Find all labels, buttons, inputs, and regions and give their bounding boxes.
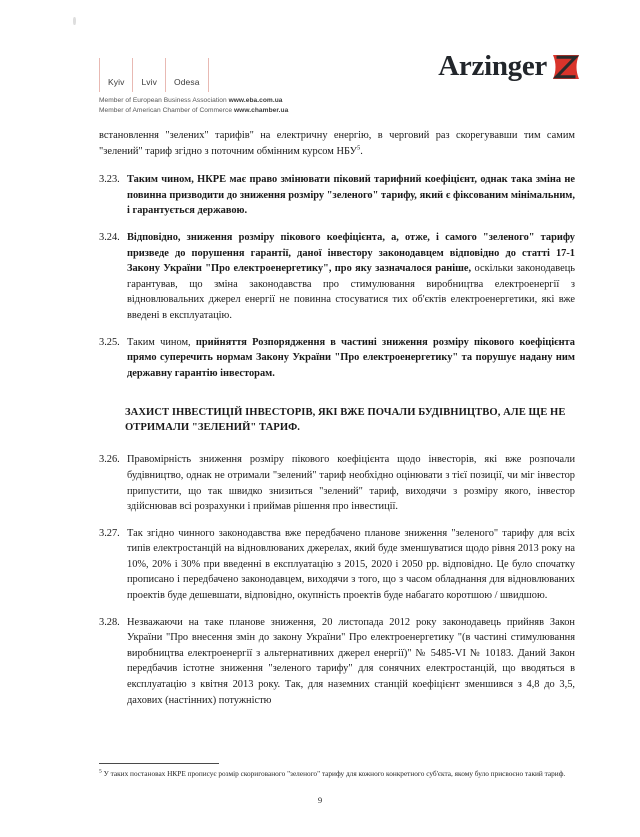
paragraph-3-27 [99, 526, 575, 604]
page-header [0, 50, 640, 120]
paragraph-3-26 [99, 452, 575, 514]
city-kyiv: Kyiv [108, 77, 125, 87]
page-number: 9 [317, 795, 323, 805]
membership-chamber-url: www.chamber.ua [233, 106, 289, 114]
lead-paragraph-period: . [360, 145, 363, 157]
lead-paragraph [99, 128, 575, 159]
arzinger-z-mark-icon [552, 54, 580, 80]
membership-chamber-text: Member of American Chamber of Commerce [99, 106, 234, 114]
membership-eba-text: Member of European Business Association [99, 97, 229, 104]
paragraph-number: 3.28. [99, 616, 120, 628]
paragraph-bold-text: Відповідно, зниження розміру пікового коефіцієнта, а, отже, і самого "зеленого" тарифу призведе до порушення гарантії, даної інвестору законодавцем відповідно до статті 17-1 Закону України "Про електроенергетику", про яку зазначалося раніше, [127, 231, 575, 275]
membership-eba [99, 96, 288, 106]
paragraph-3-28 [99, 615, 575, 709]
paragraph-number: 3.23. [99, 174, 120, 186]
document-body [99, 128, 575, 719]
paragraph-number: 3.24. [99, 231, 120, 243]
paragraph-3-23 [99, 172, 575, 219]
paragraph-number: 3.26. [99, 454, 120, 466]
arzinger-logo [438, 52, 580, 81]
office-cities-list [99, 58, 209, 92]
city-lviv: Lviv [141, 77, 157, 87]
city-odesa: Odesa [174, 77, 200, 87]
paragraph-3-25 [99, 335, 575, 382]
paragraph-body: Так згідно чинного законодавства вже передбачено планове зниження "зеленого" тарифу для всіх типів електростанцій на відновлюваних джерелах, який буде зменшуватися щодо рівня 2013 року на 10%, 20% і 30% при введенні в експлуатацію з 2015, 2020 і 2050 рр. відповідно. Це було спочатку прописано і передбачено законодавцем, виходячи з того, що з часом обладнання для відновлюваних проектів буде дешевшати, відповідно, окупність проектів буде набагато коротшою / швидшою. [127, 527, 575, 602]
paragraph-regular-text: оскільки законодавець гарантував, що зміна законодавства про стимулювання виробництва електроенергії з відновлювальних джерел енергії не повинна стосуватися тих об'єктів електроенергетики, які вже введені в експлуатацію. [127, 263, 575, 321]
scan-artifact-speck [73, 17, 76, 25]
membership-eba-url: www.eba.com.ua [228, 97, 283, 104]
paragraph-regular-text: Таким чином, [127, 336, 196, 348]
paragraph-bold-text: Таким чином, НКРЕ має право змінювати піковий тарифний коефіцієнт, однак така зміна не повинна призводити до зниження розміру "зеленого" тарифу, який є фіксованим мінімальним, і гарантується державою. [127, 174, 575, 217]
section-heading: ЗАХИСТ ІНВЕСТИЦІЙ ІНВЕСТОРІВ, ЯКІ ВЖЕ ПОЧАЛИ БУДІВНИЦТВО, АЛЕ ЩЕ НЕ ОТРИМАЛИ "ЗЕЛЕНИЙ" ТАРИФ. [125, 407, 566, 434]
footnote-ref-5: 5 [356, 144, 361, 152]
paragraph-body [127, 172, 575, 219]
paragraph-number: 3.25. [99, 336, 120, 348]
footnote-separator [99, 763, 219, 764]
memberships-block [99, 96, 288, 115]
logo-wordmark: Arzinger [438, 50, 547, 82]
footnote-text: У таких постановах НКРЕ прописує розмір скоригованого "зеленого" тарифу для кожного конкретного суб'єкта, якому було присвоєно такий тариф. [101, 769, 566, 778]
paragraph-body: Незважаючи на таке планове зниження, 20 листопада 2012 року законодавець прийняв Закон України "Про внесення змін до закону України" Про електроенергетику "(в частині стимулювання виробництва електроенергії з альтернативних джерел енергії)" № 5485-VI № 10183. Даний Закон передбачив істотне зниження "зеленого тарифу" для сонячних електростанцій, що вводяться в експлуатацію з квітня 2013 року. Так, для наземних станцій коефіцієнт зменшився з 4,8 до 3,5, дахових (настінних) потужністю [127, 616, 575, 706]
footnote-marker: 5 [99, 768, 102, 775]
lead-paragraph-text: встановлення "зелених" тарифів" на електричну енергію, в черговий раз скорегувавши тим самим "зелений" тариф згідно з поточним обмінним курсом НБУ [99, 130, 575, 157]
footnote-area [99, 763, 575, 780]
paragraph-body [127, 230, 575, 324]
paragraph-body: Правомірність зниження розміру пікового коефіцієнта щодо інвесторів, які вже розпочали будівництво, однак не отримали "зелений" тариф необхідно оцінювати з тієї позиції, чи міг інвестор припустити, що так швидко знизиться "зелений" тариф, виходячи з розміру якого, інвестор здійснював всі розрахунки і приймав рішення про інвестиції. [127, 454, 575, 513]
footnote-5 [99, 769, 575, 780]
membership-chamber [99, 106, 288, 116]
paragraph-bold-text: прийняття Розпорядження в частині зниження розміру пікового коефіцієнта прямо суперечить нормам Закону України "Про електроенергетику" та порушує надану ним державну гарантію інвесторам. [127, 336, 575, 379]
paragraph-body [127, 335, 575, 382]
paragraph-number: 3.27. [99, 527, 120, 539]
city-divider [208, 58, 209, 92]
paragraph-3-24 [99, 230, 575, 324]
